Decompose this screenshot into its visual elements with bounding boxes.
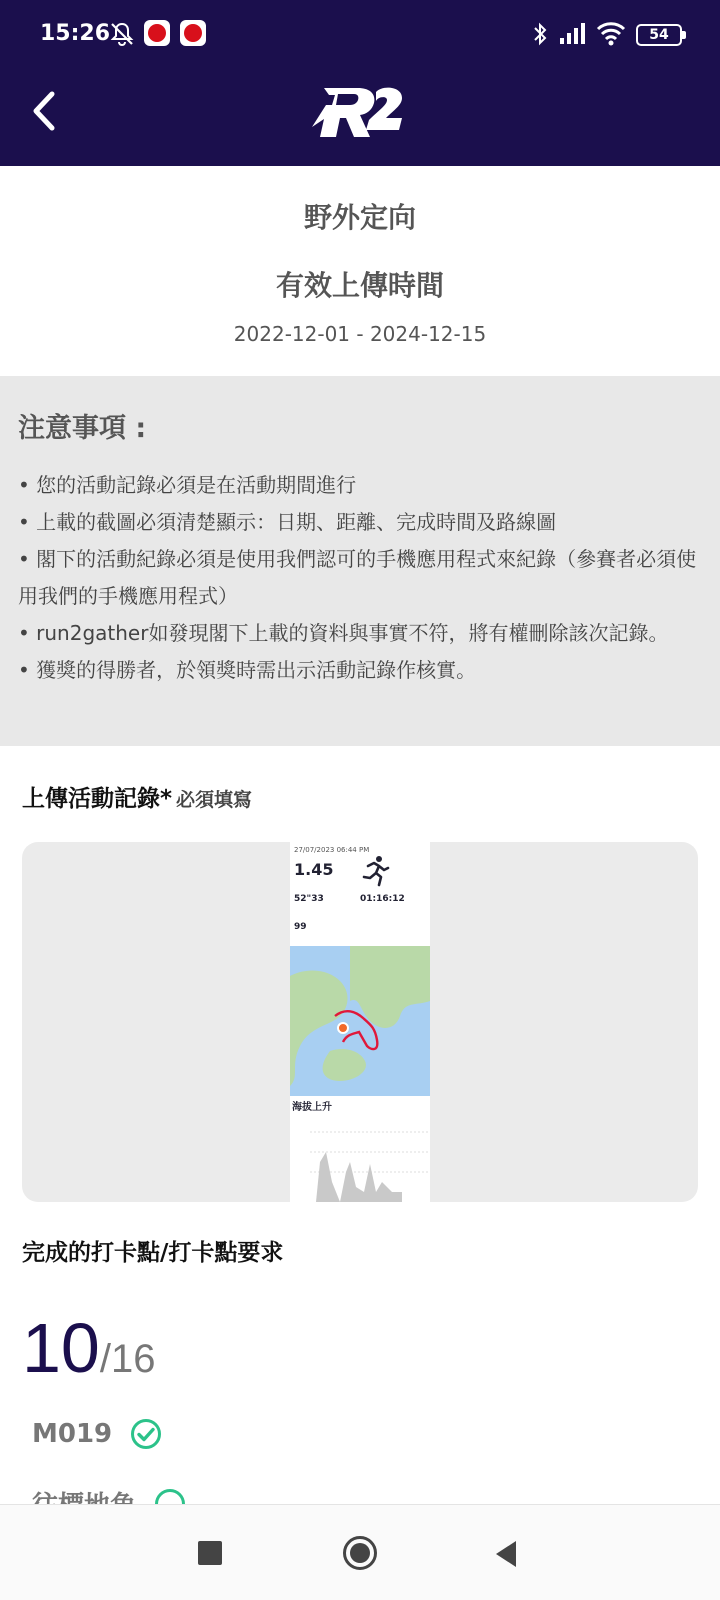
checkpoints-done: 10 — [22, 1309, 100, 1387]
upload-record-label — [22, 780, 252, 813]
notice-item: • 您的活動記錄必須是在活動期間進行 — [18, 473, 357, 497]
notice-item: • run2gather如發現閣下上載的資料與事實不符，將有權刪除該次記錄。 — [18, 621, 669, 645]
notice-item: • 閣下的活動紀錄必須是使用我們認可的手機應用程式來紀錄（參賽者必須使用我們的手機應用程式） — [18, 547, 697, 608]
screenshot-pace: 52"33 — [294, 894, 324, 904]
bell-muted-icon — [108, 20, 136, 48]
required-hint: 必須填寫 — [176, 789, 253, 811]
status-bar — [0, 0, 720, 70]
event-title: 野外定向 — [303, 201, 416, 234]
checkpoint-count — [22, 1308, 155, 1388]
system-back-button[interactable] — [494, 1539, 518, 1569]
notice-box — [0, 376, 720, 746]
checkpoint-name: M019 — [32, 1419, 113, 1449]
upload-image-area[interactable] — [22, 842, 698, 1202]
wifi-icon — [596, 20, 626, 46]
home-button[interactable] — [342, 1535, 378, 1571]
upload-date-range: 2022-12-01 - 2024-12-15 — [233, 322, 487, 346]
checkpoint-item — [32, 1488, 186, 1504]
recents-button[interactable] — [198, 1541, 222, 1565]
back-arrow-icon[interactable] — [26, 88, 62, 134]
upload-period-heading: 有效上傳時間 — [275, 269, 444, 302]
checkpoint-label: 完成的打卡點/打卡點要求 — [22, 1240, 284, 1266]
notice-item: • 獲獎的得勝者，於領獎時需出示活動記錄作核實。 — [18, 658, 477, 682]
status-time: 15:26 — [40, 21, 111, 46]
notice-item: • 上載的截圖必須清楚顯示：日期、距離、完成時間及路線圖 — [18, 510, 557, 534]
battery-indicator: 54 — [636, 24, 682, 46]
signal-icon — [558, 20, 588, 46]
checkpoint-item — [32, 1416, 162, 1452]
notification-icon — [180, 20, 206, 46]
elevation-title: 海拔上升 — [292, 1102, 332, 1113]
system-nav-bar — [0, 1504, 720, 1600]
screenshot-distance: 1.45 — [294, 860, 334, 879]
screenshot-calories: 99 — [294, 922, 307, 932]
screenshot-duration: 01:16:12 — [360, 894, 405, 904]
upload-label-text: 上傳活動記錄* — [22, 786, 173, 812]
notification-icon — [144, 20, 170, 46]
uploaded-screenshot[interactable] — [290, 842, 430, 1202]
route-map — [290, 946, 430, 1096]
screenshot-date: 27/07/2023 06:44 PM — [294, 846, 370, 854]
check-circle-icon — [130, 1418, 162, 1450]
checkpoints-total: /16 — [99, 1337, 156, 1381]
notice-title: 注意事項 : — [18, 413, 147, 444]
runner-icon — [358, 854, 390, 886]
top-bar — [0, 0, 720, 166]
bluetooth-icon — [530, 20, 550, 48]
r2-logo — [310, 74, 410, 144]
elevation-chart — [290, 1112, 430, 1202]
